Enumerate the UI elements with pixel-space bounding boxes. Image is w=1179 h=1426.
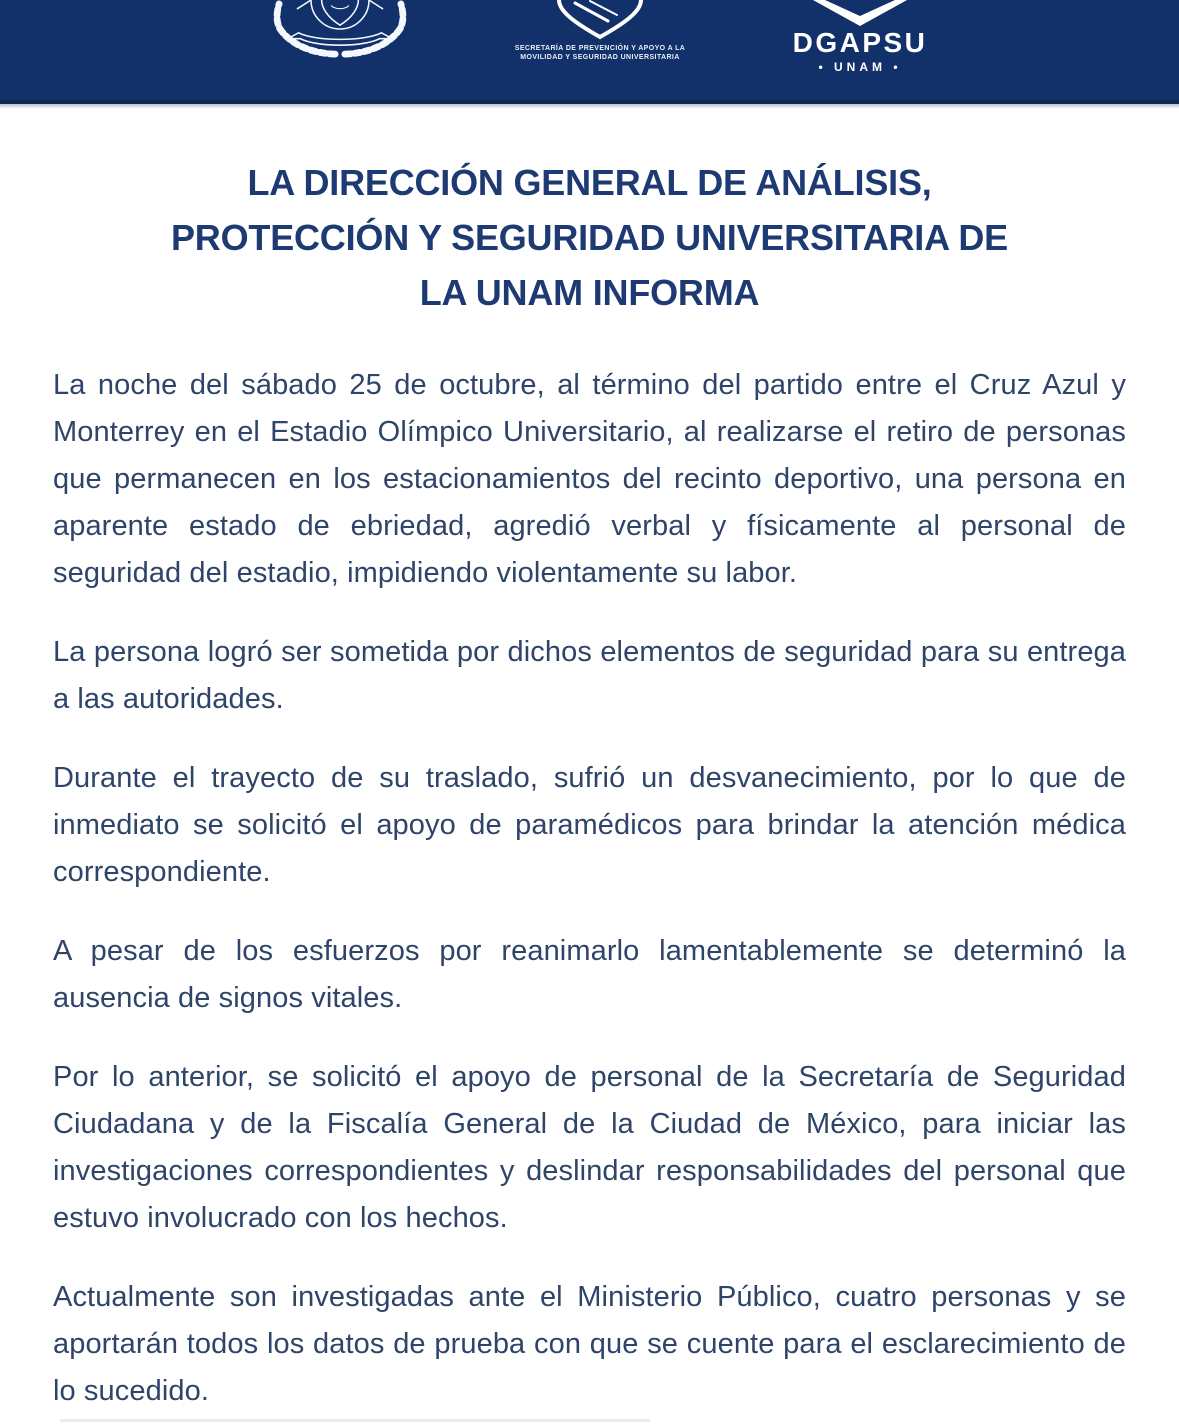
- paragraph-no-vital-signs: A pesar de los esfuerzos por reanimarlo lamentablemente se determinó la ausencia de signos vitales.: [53, 935, 1126, 1014]
- title-line-2: PROTECCIÓN Y SEGURIDAD UNIVERSITARIA DE: [171, 217, 1008, 258]
- paragraph-medical-aid: Durante el trayecto de su traslado, sufrió un desvanecimiento, por lo que de inmediato se solicitó el apoyo de paramédicos para brindar la atención médica correspondiente.: [53, 762, 1126, 888]
- document-body: [0, 155, 1179, 1415]
- secretariat-caption-line2: MOVILIDAD Y SEGURIDAD UNIVERSITARIA: [520, 54, 680, 61]
- secretariat-caption-line1: SECRETARÍA DE PREVENCIÓN Y APOYO A LA: [514, 45, 686, 52]
- paragraph-authorities: Por lo anterior, se solicitó el apoyo de personal de la Secretaría de Seguridad Ciudadana y de la Fiscalía General de la Ciudad de México, para iniciar las investigaciones correspondientes y deslindar responsabilidades del personal que estuvo involucrado con los hechos.: [53, 1061, 1126, 1234]
- paragraph-detention: La persona logró ser sometida por dichos elementos de seguridad para su entrega a las autoridades.: [53, 636, 1126, 715]
- unam-crest-icon: [266, 0, 414, 58]
- dgapsu-unam-subtitle: • UNAM •: [818, 60, 902, 74]
- secretariat-shield-icon: [545, 0, 655, 40]
- secretariat-caption: [515, 44, 686, 62]
- paragraph-incident: La noche del sábado 25 de octubre, al término del partido entre el Cruz Azul y Monterrey en el Estadio Olímpico Universitario, al realizarse el retiro de personas que permanecen en los estacionamientos del recinto deportivo, una persona en aparente estado de ebriedad, agredió verbal y físicamente al personal de seguridad del estadio, impidiendo violentamente su labor.: [53, 369, 1126, 589]
- dgapsu-wordmark: DGAPSU: [792, 27, 928, 58]
- title-line-3: LA UNAM INFORMA: [419, 272, 760, 313]
- unam-crest-logo: [266, 0, 414, 58]
- dgapsu-chevron-icon: [813, 0, 907, 26]
- cropped-next-line-artifact: [60, 1419, 650, 1422]
- secretariat-logo: [514, 0, 686, 62]
- page-title: [53, 155, 1126, 320]
- dgapsu-logo: [793, 0, 927, 74]
- paragraph-investigation: Actualmente son investigadas ante el Ministerio Público, cuatro personas y se aportarán todos los datos de prueba con que se cuente para el esclarecimiento de lo sucedido.: [53, 1281, 1126, 1407]
- title-line-1: LA DIRECCIÓN GENERAL DE ANÁLISIS,: [247, 162, 932, 203]
- header-divider: [0, 104, 1179, 109]
- header-band: [0, 0, 1179, 104]
